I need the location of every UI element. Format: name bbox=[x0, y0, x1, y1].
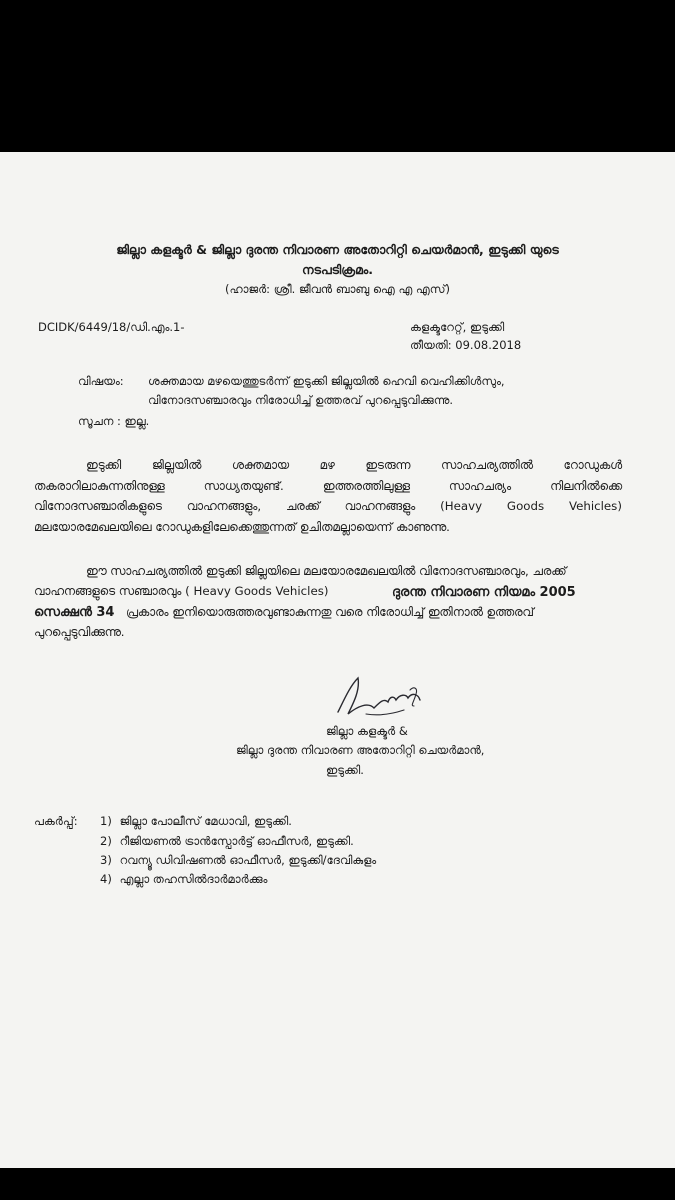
para1-word: ഇടുക്കി bbox=[86, 458, 122, 472]
copy-to-text: എല്ലാ തഹസിൽദാർമാർക്കും bbox=[119, 872, 268, 886]
copy-to-text: ജില്ലാ പോലീസ് മേധാവി, ഇടുക്കി. bbox=[119, 814, 292, 828]
copy-to-item bbox=[100, 872, 267, 887]
signatory-line2: ജില്ലാ ദുരന്ത നിവാരണ അതോറിറ്റി ചെയർമാൻ, bbox=[236, 743, 485, 757]
para2-line1: ഈ സാഹചര്യത്തിൽ ഇടുക്കി ജില്ലയിലെ മലയോരമേഖലയിൽ വിനോദസഞ്ചാരവും, ചരക്ക് bbox=[86, 564, 567, 578]
para2-line3: പ്രകാരം ഇനിയൊരുത്തരവുണ്ടാകുന്നതു വരെ നിരോധിച്ച് ഇതിനാൽ ഉത്തരവ് bbox=[126, 605, 534, 619]
para1-word: ശക്തമായ bbox=[231, 458, 289, 472]
para1-word: മഴ bbox=[319, 458, 335, 472]
present-officer: (ഹാജർ: ശ്രീ. ജീവൻ ബാബു ഐ എ എസ്) bbox=[224, 282, 451, 296]
office-name: കളക്ടറേറ്റ്, ഇടുക്കി bbox=[410, 320, 505, 334]
para2-line4: പുറപ്പെടുവിക്കുന്നു. bbox=[34, 625, 125, 639]
document-date: തീയതി: 09.08.2018 bbox=[410, 338, 522, 352]
copy-to-item bbox=[100, 814, 292, 829]
para1-word: ജില്ലയിൽ bbox=[151, 458, 202, 472]
para1-line1 bbox=[86, 460, 622, 472]
copy-to-text: റീജിയണൽ ട്രാൻസ്പോർട്ട് ഓഫീസർ, ഇടുക്കി. bbox=[119, 834, 354, 848]
signatory-line1: ജില്ലാ കളക്ടർ & bbox=[326, 724, 408, 738]
copy-to-number: 1) bbox=[100, 814, 112, 828]
para1-word: വിനോദസഞ്ചാരികളുടെ bbox=[34, 499, 162, 513]
para2-line2: വാഹനങ്ങളുടെ സഞ്ചാരവും ( Heavy Goods Vehicles) bbox=[34, 584, 329, 598]
para1-word: വാഹനങ്ങളും bbox=[344, 499, 416, 513]
para1-word: ഇടരുന്ന bbox=[365, 458, 411, 472]
document-title-line2: നടപടിക്രമം. bbox=[302, 262, 373, 277]
para1-word: (Heavy bbox=[440, 499, 483, 513]
copy-to-item bbox=[100, 834, 354, 849]
para1-word: ചരക്ക് bbox=[285, 499, 320, 513]
para1-word: റോഡുകൾ bbox=[563, 458, 622, 472]
reference-note: സൂചന : ഇല്ല. bbox=[78, 414, 150, 428]
copy-to-text: റവന്യൂ ഡിവിഷണൽ ഓഫീസർ, ഇടുക്കി/ദേവികുളം bbox=[119, 853, 377, 867]
document-page bbox=[0, 152, 675, 1168]
para1-word: സാധ്യതയുണ്ട്. bbox=[203, 479, 284, 493]
copy-to-item bbox=[100, 853, 376, 868]
act-section: സെക്ഷൻ 34 bbox=[34, 605, 115, 620]
signature-scribble bbox=[330, 672, 430, 724]
para1-line2 bbox=[34, 481, 622, 493]
subject-line1: ശക്തമായ മഴയെത്തുടർന്ന് ഇടുക്കി ജില്ലയിൽ ഹെവി വെഹിക്കിൾസും, bbox=[148, 374, 505, 388]
para1-word: ഇത്തരത്തിലുള്ള bbox=[322, 479, 410, 493]
para1-line3 bbox=[34, 501, 622, 513]
act-name: ദുരന്ത നിവാരണ നിയമം 2005 bbox=[392, 585, 576, 600]
copy-to-label: പകർപ്പ്: bbox=[34, 814, 78, 828]
copy-to-number: 3) bbox=[100, 853, 112, 867]
document-title-line1: ജില്ലാ കളക്ടർ & ജില്ലാ ദുരന്ത നിവാരണ അതോറിറ്റി ചെയർമാൻ, ഇടുക്കി യുടെ bbox=[116, 242, 559, 257]
para1-word: തകരാറിലാകുന്നതിനുള്ള bbox=[34, 479, 165, 493]
copy-to-number: 2) bbox=[100, 834, 112, 848]
para1-word: Goods bbox=[506, 499, 545, 513]
reference-number: DCIDK/6449/18/ഡി.എം.1- bbox=[38, 320, 185, 334]
signatory-line3: ഇടുക്കി. bbox=[326, 763, 364, 777]
subject-line2: വിനോദസഞ്ചാരവും നിരോധിച്ച് ഉത്തരവ് പുറപ്പെടുവിക്കുന്നു. bbox=[148, 393, 454, 407]
para1-line4: മലയോരമേഖലയിലെ റോഡുകളിലേക്കെത്തുന്നത് ഉചിതമല്ലായെന്ന് കാണുന്നു. bbox=[34, 520, 450, 534]
copy-to-number: 4) bbox=[100, 872, 112, 886]
para1-word: സാഹചര്യം bbox=[448, 479, 512, 493]
para1-word: വാഹനങ്ങളും, bbox=[186, 499, 262, 513]
para1-word: Vehicles) bbox=[569, 499, 622, 513]
para1-word: നിലനിൽക്കെ bbox=[550, 479, 622, 493]
para1-word: സാഹചര്യത്തിൽ bbox=[440, 458, 533, 472]
subject-label: വിഷയം: bbox=[78, 374, 124, 388]
